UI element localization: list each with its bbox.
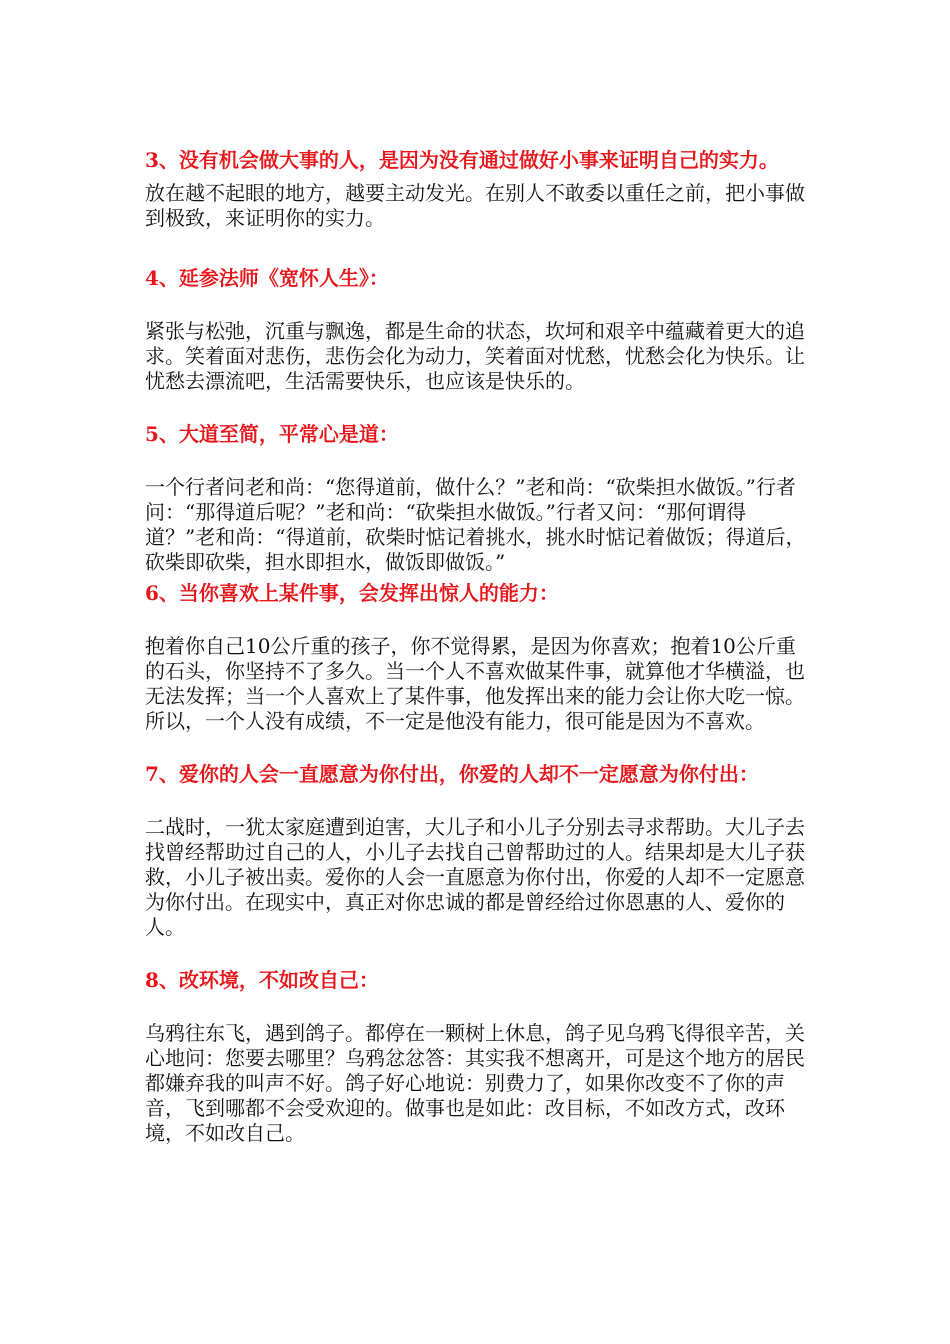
section-8	[145, 968, 815, 1146]
section-heading: 5、大道至简，平常心是道：	[145, 422, 399, 446]
section-4	[145, 266, 815, 394]
section-heading: 8、改环境，不如改自己：	[145, 968, 379, 992]
section-paragraph: 紧张与松弛，沉重与飘逸，都是生命的状态，坎坷和艰辛中蕴藏着更大的追求。笑着面对悲伤，悲伤会化为动力，笑着面对忧愁，忧愁会化为快乐。让忧愁去漂流吧，生活需要快乐，也应该是快乐的。	[145, 319, 805, 393]
section-paragraph: 乌鸦往东飞，遇到鸽子。都停在一颗树上休息，鸽子见乌鸦飞得很辛苦，关心地问：您要去哪里？乌鸦忿忿答：其实我不想离开，可是这个地方的居民都嫌弃我的叫声不好。鸽子好心地说：别费力了，如果你改变不了你的声音，飞到哪都不会受欢迎的。做事也是如此：改目标，不如改方式，改环境，不如改自己。	[145, 1021, 805, 1145]
section-heading: 4、延参法师《宽怀人生》：	[145, 266, 389, 290]
section-paragraph: 二战时，一犹太家庭遭到迫害，大儿子和小儿子分别去寻求帮助。大儿子去找曾经帮助过自己的人，小儿子去找自己曾帮助过的人。结果却是大儿子获救，小儿子被出卖。爱你的人会一直愿意为你付出，你爱的人却不一定愿意为你付出。在现实中，真正对你忠诚的都是曾经给过你恩惠的人、爱你的人。	[145, 815, 805, 939]
section-6	[145, 581, 815, 734]
section-5	[145, 422, 815, 575]
section-3	[145, 148, 815, 231]
section-paragraph: 一个行者问老和尚：“您得道前，做什么？”老和尚：“砍柴担水做饭。”行者问：“那得道后呢？”老和尚：“砍柴担水做饭。”行者又问：“那何谓得道？”老和尚：“得道前，砍柴时惦记着挑水，挑水时惦记着做饭；得道后，砍柴即砍柴，担水即担水，做饭即做饭。”	[145, 475, 806, 574]
section-heading: 7、爱你的人会一直愿意为你付出，你爱的人却不一定愿意为你付出：	[145, 762, 759, 786]
section-paragraph: 抱着你自己10公斤重的孩子，你不觉得累，是因为你喜欢；抱着10公斤重的石头，你坚持不了多久。当一个人不喜欢做某件事，就算他才华横溢，也无法发挥；当一个人喜欢上了某件事，他发挥出来的能力会让你大吃一惊。所以，一个人没有成绩，不一定是他没有能力，很可能是因为不喜欢。	[145, 634, 805, 733]
section-heading: 6、当你喜欢上某件事，会发挥出惊人的能力：	[145, 581, 559, 605]
document-page	[145, 148, 815, 1146]
section-heading: 3、没有机会做大事的人，是因为没有通过做好小事来证明自己的实力。	[145, 148, 779, 172]
section-paragraph: 放在越不起眼的地方，越要主动发光。在别人不敢委以重任之前，把小事做到极致，来证明你的实力。	[145, 181, 805, 230]
section-7	[145, 762, 815, 940]
